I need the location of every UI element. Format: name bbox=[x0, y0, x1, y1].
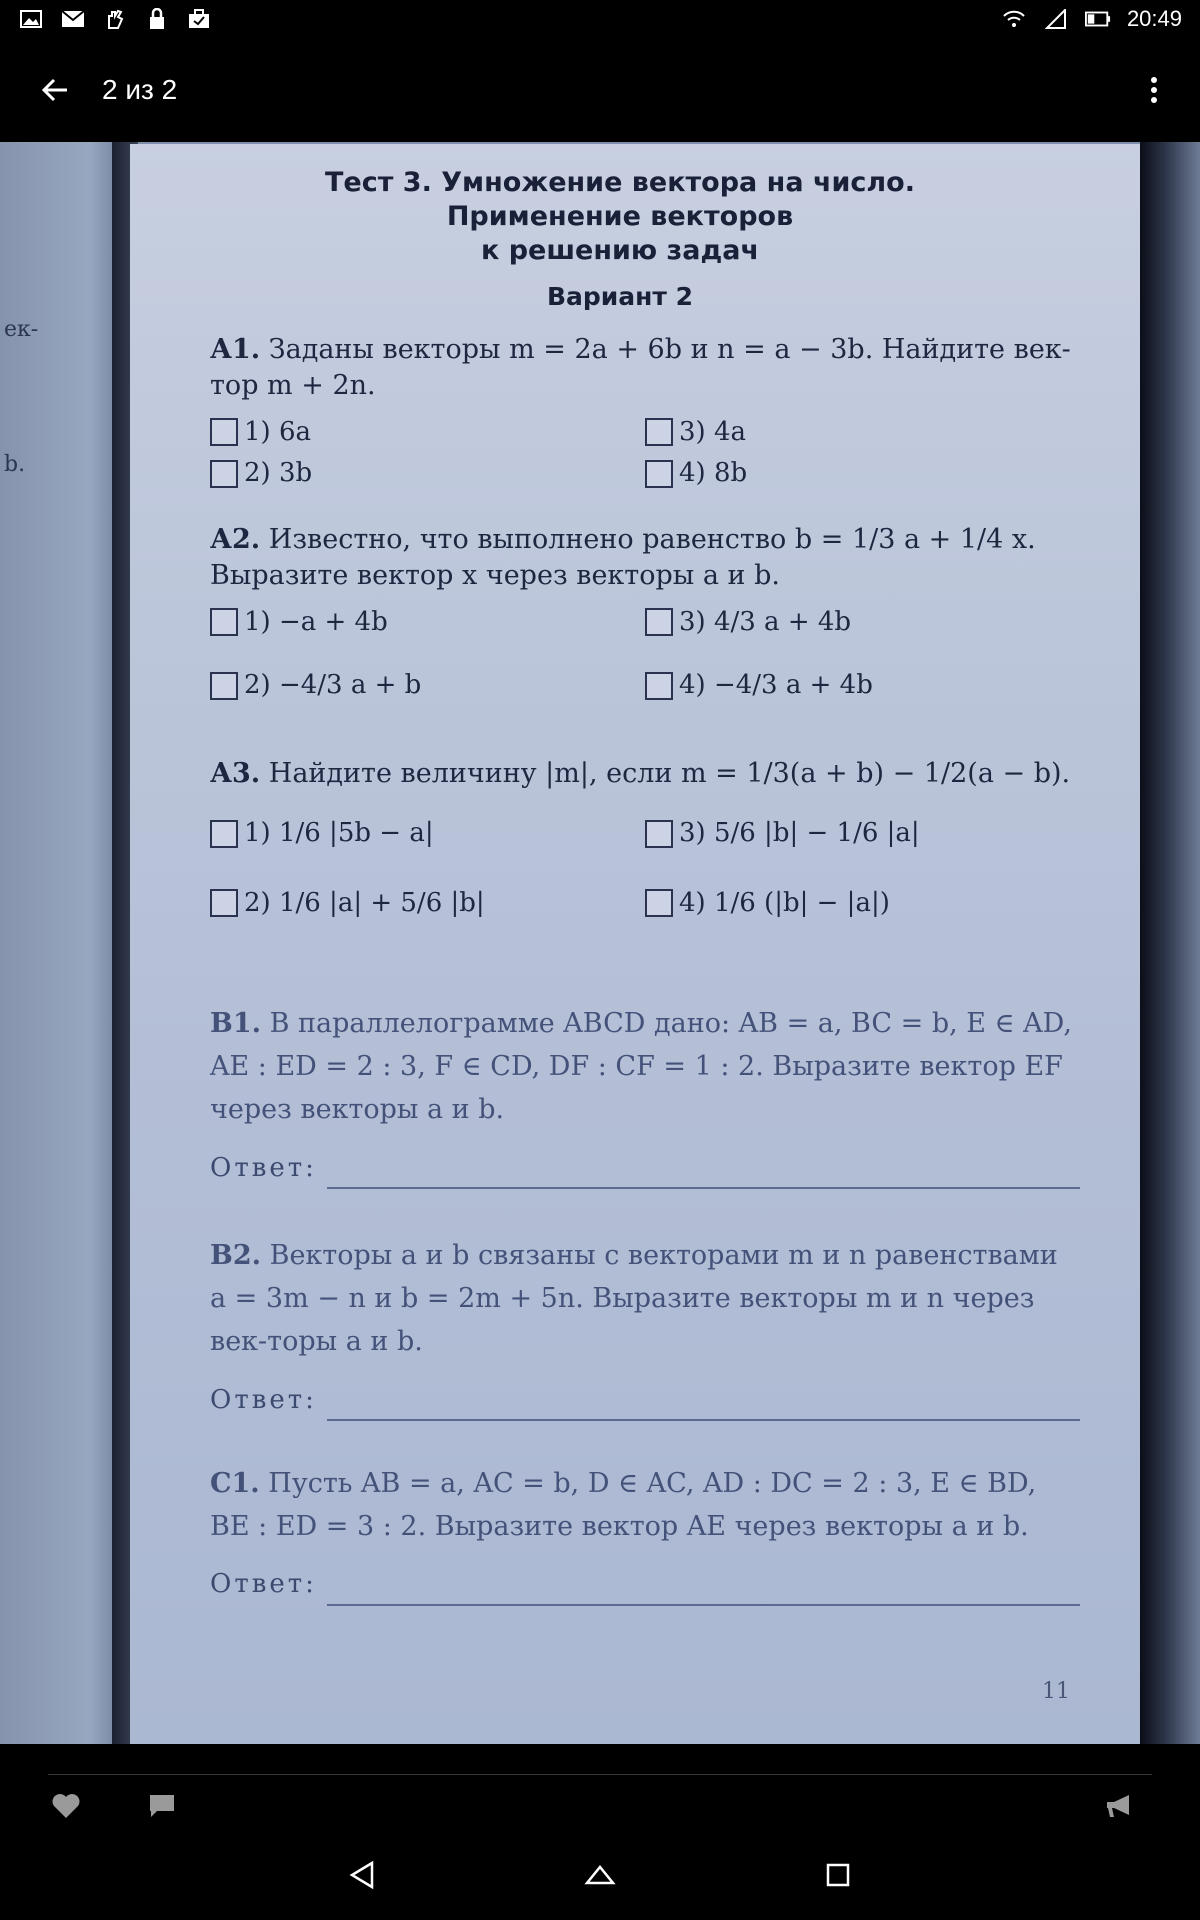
worksheet-page bbox=[130, 144, 1140, 1744]
answer-line bbox=[327, 1167, 1080, 1189]
option[interactable] bbox=[210, 886, 645, 921]
option[interactable] bbox=[645, 886, 1080, 921]
gallery-icon bbox=[18, 8, 44, 30]
title-line: Применение векторов bbox=[446, 201, 794, 232]
status-left-icons bbox=[18, 8, 212, 30]
option[interactable] bbox=[210, 816, 645, 851]
question-a3 bbox=[210, 756, 1080, 921]
status-time: 20:49 bbox=[1126, 6, 1182, 31]
checkbox[interactable] bbox=[645, 672, 673, 700]
option[interactable] bbox=[210, 605, 645, 640]
page-number: 11 bbox=[1042, 1679, 1070, 1704]
briefcase-icon bbox=[186, 8, 212, 30]
worksheet-title bbox=[130, 166, 1110, 268]
question-label: А2. bbox=[210, 524, 261, 555]
answer-field[interactable] bbox=[210, 1380, 1080, 1422]
answer-label: Ответ: bbox=[210, 1152, 317, 1183]
checkbox[interactable] bbox=[645, 608, 673, 636]
answer-label: Ответ: bbox=[210, 1384, 317, 1415]
option-label: 2) 1/6 |a| + 5/6 |b| bbox=[244, 887, 485, 918]
question-label: В2. bbox=[210, 1240, 262, 1271]
arrow-left-icon bbox=[41, 76, 69, 104]
variant-heading: Вариант 2 bbox=[546, 282, 694, 311]
option[interactable] bbox=[210, 456, 645, 491]
checkbox[interactable] bbox=[210, 889, 238, 917]
report-button[interactable] bbox=[1098, 1788, 1142, 1824]
back-button[interactable] bbox=[0, 38, 110, 142]
question-c1 bbox=[210, 1462, 1080, 1606]
question-text: Заданы векторы m = 2a + 6b и n = a − 3b. Найдите век-тор m + 2n. bbox=[210, 334, 1071, 402]
left-page-fragment: b. bbox=[4, 452, 26, 477]
question-text: Векторы a и b связаны с векторами m и n равенствами a = 3m − n и b = 2m + 5n. Выразите векторы m и n через век-торы a и b. bbox=[210, 1240, 1058, 1358]
answer-label: Ответ: bbox=[210, 1569, 317, 1600]
option[interactable] bbox=[645, 816, 1080, 851]
option[interactable] bbox=[645, 605, 1080, 640]
option[interactable] bbox=[645, 668, 1080, 703]
options bbox=[210, 415, 1080, 491]
question-text: Найдите величину |m|, если m = 1/3(a + b) − 1/2(a − b). bbox=[268, 758, 1071, 789]
vpn-hand-icon bbox=[102, 8, 128, 30]
option-label: 2) −4/3 a + b bbox=[244, 669, 422, 700]
status-bar bbox=[0, 0, 1200, 38]
option-label: 1) −a + 4b bbox=[244, 606, 388, 637]
system-nav-bar bbox=[0, 1830, 1200, 1920]
back-triangle-icon bbox=[348, 1860, 376, 1890]
status-right bbox=[1001, 6, 1182, 32]
comment-button[interactable] bbox=[140, 1788, 184, 1824]
option-label: 3) 5/6 |b| − 1/6 |a| bbox=[679, 818, 920, 849]
signal-icon bbox=[1043, 8, 1069, 30]
question-label: В1. bbox=[210, 1008, 262, 1039]
checkbox[interactable] bbox=[645, 820, 673, 848]
question-text: В параллелограмме ABCD дано: AB = a, BC = b, E ∈ AD, AE : ED = 2 : 3, F ∈ CD, DF : CF = 1 : 2. Выразите вектор EF через векторы a и b. bbox=[210, 1008, 1072, 1126]
checkbox[interactable] bbox=[210, 418, 238, 446]
checkbox[interactable] bbox=[210, 672, 238, 700]
options bbox=[210, 605, 1080, 703]
question-label: А3. bbox=[210, 758, 261, 789]
question-a1 bbox=[210, 332, 1080, 491]
option[interactable] bbox=[210, 668, 645, 703]
question-text: Пусть AB = a, AC = b, D ∈ AC, AD : DC = 2 : 3, E ∈ BD, BE : ED = 3 : 2. Выразите вектор AE через векторы a и b. bbox=[210, 1468, 1037, 1543]
checkbox[interactable] bbox=[210, 608, 238, 636]
option-label: 3) 4a bbox=[679, 416, 746, 447]
left-page-fragment: ек- bbox=[4, 317, 39, 342]
answer-line bbox=[327, 1399, 1080, 1421]
comment-icon bbox=[148, 1793, 176, 1819]
page-edge-shadow bbox=[1140, 142, 1200, 1744]
question-b1 bbox=[210, 1002, 1080, 1189]
option[interactable] bbox=[645, 456, 1080, 491]
title-line: к решению задач bbox=[480, 235, 760, 266]
more-vert-icon bbox=[1150, 76, 1158, 104]
divider bbox=[48, 1774, 1152, 1775]
question-a2 bbox=[210, 522, 1080, 703]
option-label: 2) 3b bbox=[244, 457, 313, 488]
checkbox[interactable] bbox=[210, 820, 238, 848]
recents-icon bbox=[826, 1863, 850, 1887]
mail-icon bbox=[60, 8, 86, 30]
options bbox=[210, 816, 1080, 920]
answer-field[interactable] bbox=[210, 1148, 1080, 1190]
answer-line bbox=[327, 1584, 1080, 1606]
option-label: 4) 1/6 (|b| − |a|) bbox=[679, 887, 890, 918]
wifi-icon bbox=[1001, 8, 1027, 30]
checkbox[interactable] bbox=[645, 418, 673, 446]
question-label: А1. bbox=[210, 334, 261, 365]
nav-recents-button[interactable] bbox=[814, 1851, 862, 1899]
answer-field[interactable] bbox=[210, 1564, 1080, 1606]
question-b2 bbox=[210, 1234, 1080, 1421]
megaphone-icon bbox=[1105, 1793, 1135, 1819]
heart-icon bbox=[51, 1793, 81, 1819]
option[interactable] bbox=[210, 415, 645, 450]
left-page bbox=[0, 142, 128, 1744]
like-button[interactable] bbox=[44, 1788, 88, 1824]
checkbox[interactable] bbox=[645, 889, 673, 917]
option[interactable] bbox=[645, 415, 1080, 450]
question-text: Известно, что выполнено равенство b = 1/3 a + 1/4 x. Выразите вектор x через векторы a и b. bbox=[210, 524, 1036, 592]
option-label: 1) 6a bbox=[244, 416, 311, 447]
bottom-action-bar bbox=[0, 1744, 1200, 1830]
option-label: 3) 4/3 a + 4b bbox=[679, 606, 852, 637]
option-label: 4) 8b bbox=[679, 457, 748, 488]
lock-icon bbox=[144, 8, 170, 30]
photo-viewer[interactable] bbox=[0, 142, 1200, 1744]
question-label: С1. bbox=[210, 1468, 260, 1499]
overflow-menu-button[interactable] bbox=[1132, 68, 1176, 112]
title-line: Тест 3. Умножение вектора на число. bbox=[325, 167, 915, 198]
option-label: 4) −4/3 a + 4b bbox=[679, 669, 873, 700]
checkbox[interactable] bbox=[645, 460, 673, 488]
battery-icon bbox=[1085, 8, 1111, 30]
app-bar bbox=[0, 38, 1200, 142]
checkbox[interactable] bbox=[210, 460, 238, 488]
nav-home-button[interactable] bbox=[576, 1851, 624, 1899]
option-label: 1) 1/6 |5b − a| bbox=[244, 818, 434, 849]
home-icon bbox=[584, 1863, 616, 1887]
page-counter-title: 2 из 2 bbox=[102, 74, 178, 105]
nav-back-button[interactable] bbox=[338, 1851, 386, 1899]
